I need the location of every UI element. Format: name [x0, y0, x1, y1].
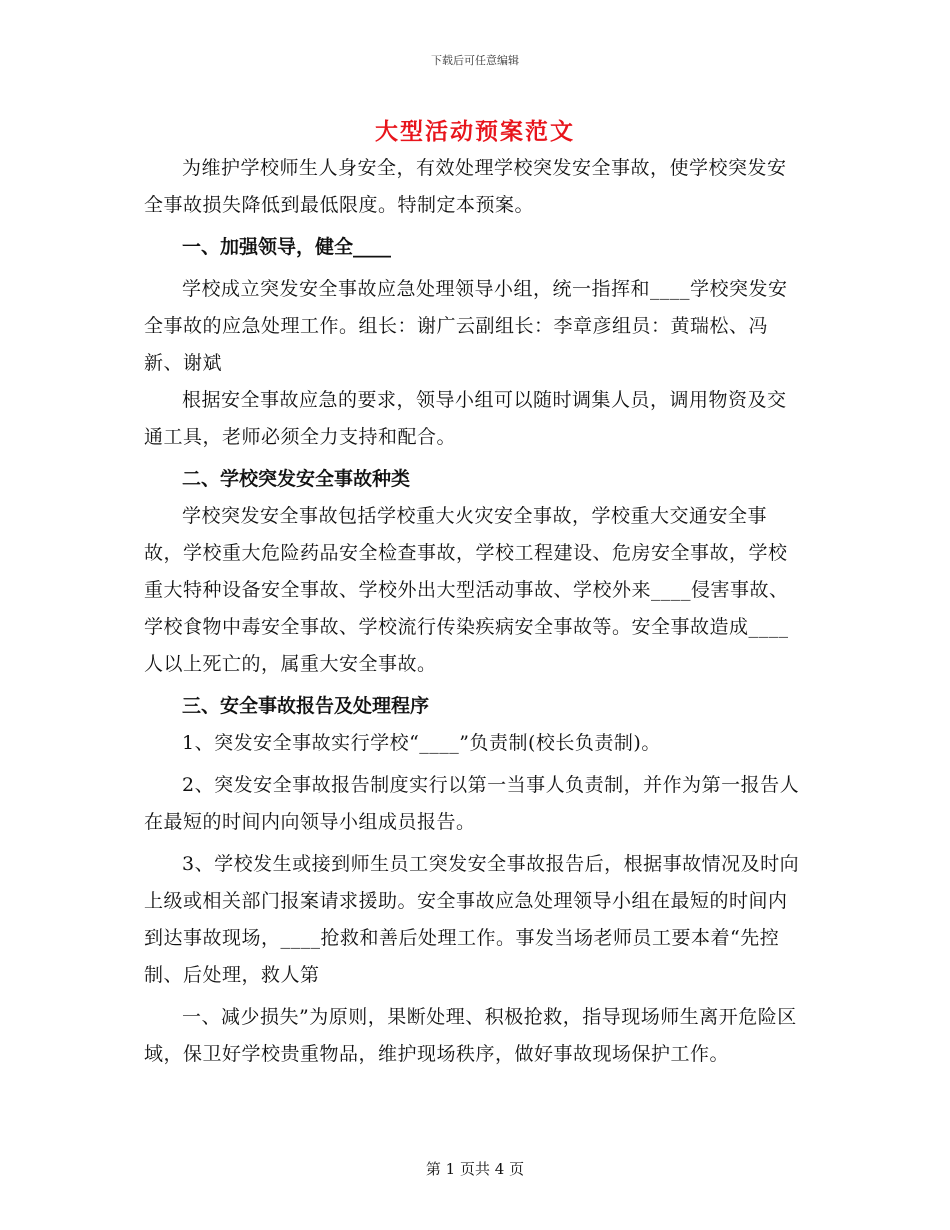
intro-paragraph: 为维护学校师生人身安全，有效处理学校突发安全事故，使学校突发安全事故损失降低到最低限度。特制定本预案。 [144, 157, 787, 216]
body-paragraph: 根据安全事故应急的要求，领导小组可以随时调集人员，调用物资及交通工具，老师必须全力支持和配合。 [144, 389, 787, 448]
header-note: 下载后可任意编辑 [431, 54, 519, 67]
body-paragraph: 一、减少损失”为原则，果断处理、积极抢救，指导现场师生离开危险区域，保卫好学校贵重物品，维护现场秩序，做好事故现场保护工作。 [144, 1006, 797, 1065]
body-paragraph: 学校成立突发安全事故应急处理领导小组，统一指挥和____学校突发安全事故的应急处理工作。组长：谢广云副组长：李章彦组员：黄瑞松、冯新、谢斌 [144, 278, 788, 374]
document-title: 大型活动预案范文 [375, 119, 575, 145]
list-item-3: 3、学校发生或接到师生员工突发安全事故报告后，根据事故情况及时向上级或相关部门报案请求援助。安全事故应急处理领导小组在最短的时间内到达事故现场，____抢救和善后处理工作。事发当场老师员工要本着“先控制、后处理，救人第 [144, 853, 800, 986]
list-item-2: 2、突发安全事故报告制度实行以第一当事人负责制，并作为第一报告人在最短的时间内向领导小组成员报告。 [144, 774, 800, 833]
body-paragraph: 学校突发安全事故包括学校重大火灾安全事故，学校重大交通安全事故，学校重大危险药品安全检查事故，学校工程建设、危房安全事故，学校重大特种设备安全事故、学校外出大型活动事故、学校外来____侵害事故、学校食物中毒安全事故、学校流行传染疾病安全事故等。安全事故造成____人以上死亡的，属重大安全事故。 [144, 505, 789, 675]
section-heading-1: 一、加强领导，健全____ [182, 236, 392, 258]
section-heading-3: 三、安全事故报告及处理程序 [182, 695, 430, 717]
page-footer: 第 1 页共 4 页 [425, 1160, 525, 1178]
section-heading-2: 二、学校突发安全事故种类 [182, 468, 411, 490]
list-item-1: 1、突发安全事故实行学校“____”负责制(校长负责制)。 [182, 732, 661, 754]
document-body [144, 150, 804, 1073]
